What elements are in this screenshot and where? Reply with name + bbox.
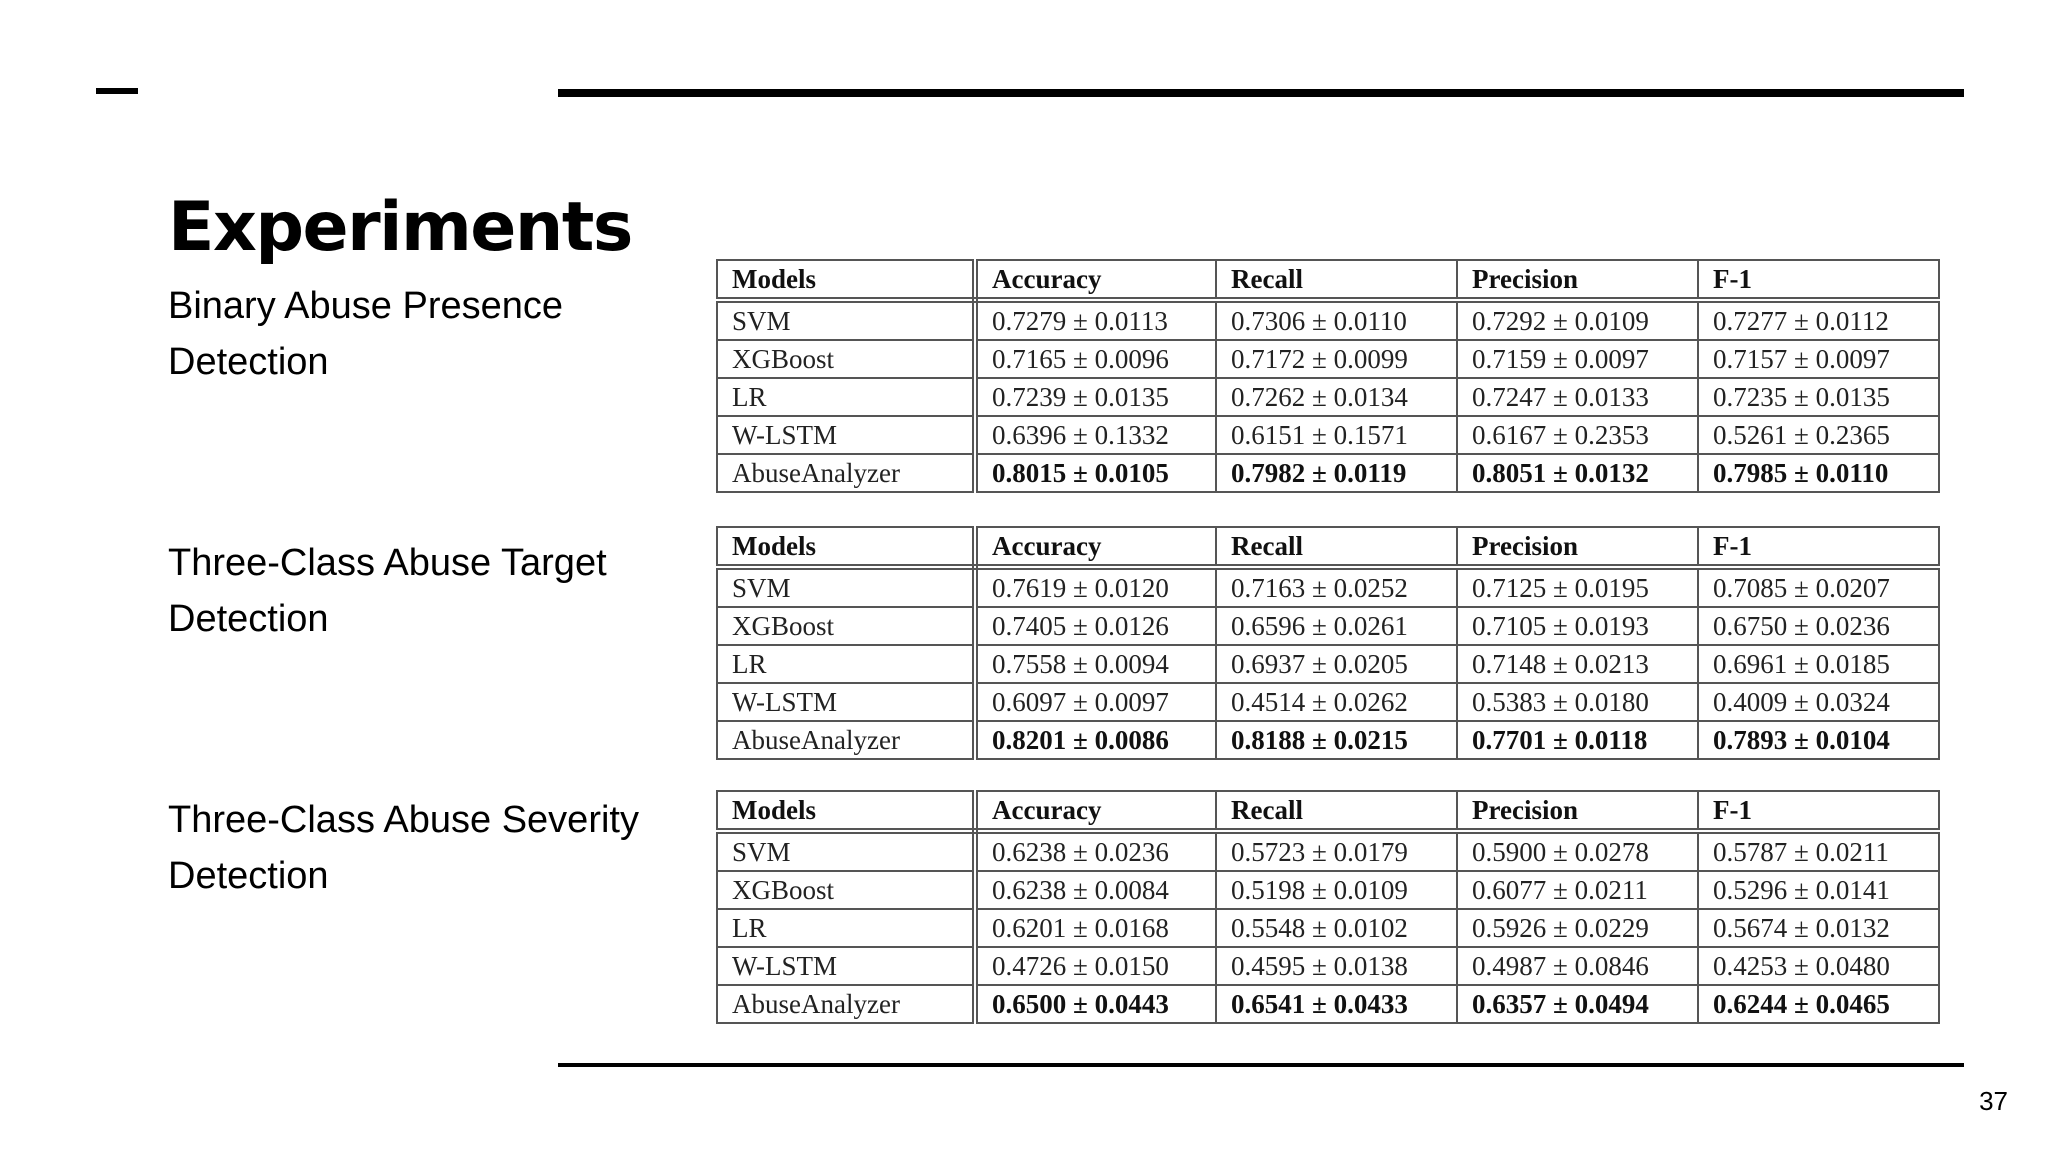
model-name-cell: AbuseAnalyzer bbox=[717, 721, 975, 759]
section-label-line: Detection bbox=[168, 855, 329, 897]
metric-cell: 0.7985 ± 0.0110 bbox=[1698, 454, 1939, 492]
table-row bbox=[717, 909, 1939, 947]
model-name-cell: SVM bbox=[717, 567, 975, 607]
table-row bbox=[717, 340, 1939, 378]
metric-cell: 0.6937 ± 0.0205 bbox=[1216, 645, 1457, 683]
metric-cell: 0.4726 ± 0.0150 bbox=[975, 947, 1216, 985]
table-row-best bbox=[717, 721, 1939, 759]
bottom-divider bbox=[558, 1063, 1964, 1067]
metric-cell: 0.6357 ± 0.0494 bbox=[1457, 985, 1698, 1023]
metric-cell: 0.7165 ± 0.0096 bbox=[975, 340, 1216, 378]
table-row bbox=[717, 607, 1939, 645]
results-table-severity bbox=[716, 790, 1940, 1024]
metric-cell: 0.5787 ± 0.0211 bbox=[1698, 831, 1939, 871]
section-label-target bbox=[168, 535, 688, 647]
model-name-cell: SVM bbox=[717, 300, 975, 340]
metric-cell: 0.8051 ± 0.0132 bbox=[1457, 454, 1698, 492]
metric-cell: 0.8188 ± 0.0215 bbox=[1216, 721, 1457, 759]
results-table-target bbox=[716, 526, 1940, 760]
metric-cell: 0.6396 ± 0.1332 bbox=[975, 416, 1216, 454]
table-header-row bbox=[717, 791, 1939, 831]
model-name-cell: XGBoost bbox=[717, 607, 975, 645]
metric-cell: 0.5900 ± 0.0278 bbox=[1457, 831, 1698, 871]
column-header: Recall bbox=[1216, 791, 1457, 831]
metric-cell: 0.7163 ± 0.0252 bbox=[1216, 567, 1457, 607]
model-name-cell: AbuseAnalyzer bbox=[717, 985, 975, 1023]
table-row bbox=[717, 645, 1939, 683]
table-row bbox=[717, 378, 1939, 416]
section-label-line: Three-Class Abuse Severity bbox=[168, 799, 639, 841]
metric-cell: 0.6238 ± 0.0084 bbox=[975, 871, 1216, 909]
section-label-line: Binary Abuse Presence bbox=[168, 285, 564, 327]
metric-cell: 0.7105 ± 0.0193 bbox=[1457, 607, 1698, 645]
table-header-row bbox=[717, 260, 1939, 300]
metric-cell: 0.7292 ± 0.0109 bbox=[1457, 300, 1698, 340]
metric-cell: 0.4595 ± 0.0138 bbox=[1216, 947, 1457, 985]
column-header: F-1 bbox=[1698, 791, 1939, 831]
metric-cell: 0.5261 ± 0.2365 bbox=[1698, 416, 1939, 454]
title-accent-dash bbox=[96, 88, 138, 94]
table-header-row bbox=[717, 527, 1939, 567]
metric-cell: 0.6244 ± 0.0465 bbox=[1698, 985, 1939, 1023]
metric-cell: 0.5296 ± 0.0141 bbox=[1698, 871, 1939, 909]
metric-cell: 0.5383 ± 0.0180 bbox=[1457, 683, 1698, 721]
top-divider bbox=[558, 89, 1964, 97]
column-header: Models bbox=[717, 791, 975, 831]
metric-cell: 0.7085 ± 0.0207 bbox=[1698, 567, 1939, 607]
section-label-binary-presence bbox=[168, 278, 688, 390]
metric-cell: 0.7125 ± 0.0195 bbox=[1457, 567, 1698, 607]
model-name-cell: W-LSTM bbox=[717, 683, 975, 721]
metric-cell: 0.7893 ± 0.0104 bbox=[1698, 721, 1939, 759]
table-row bbox=[717, 871, 1939, 909]
slide-title: Experiments bbox=[168, 187, 632, 267]
metric-cell: 0.7558 ± 0.0094 bbox=[975, 645, 1216, 683]
column-header: Precision bbox=[1457, 260, 1698, 300]
model-name-cell: LR bbox=[717, 645, 975, 683]
metric-cell: 0.7701 ± 0.0118 bbox=[1457, 721, 1698, 759]
column-header: Accuracy bbox=[975, 791, 1216, 831]
model-name-cell: W-LSTM bbox=[717, 947, 975, 985]
metric-cell: 0.7172 ± 0.0099 bbox=[1216, 340, 1457, 378]
metric-cell: 0.6167 ± 0.2353 bbox=[1457, 416, 1698, 454]
column-header: Accuracy bbox=[975, 527, 1216, 567]
metric-cell: 0.5548 ± 0.0102 bbox=[1216, 909, 1457, 947]
results-table-binary-presence bbox=[716, 259, 1940, 493]
metric-cell: 0.7277 ± 0.0112 bbox=[1698, 300, 1939, 340]
model-name-cell: W-LSTM bbox=[717, 416, 975, 454]
metric-cell: 0.8201 ± 0.0086 bbox=[975, 721, 1216, 759]
column-header: F-1 bbox=[1698, 260, 1939, 300]
metric-cell: 0.7247 ± 0.0133 bbox=[1457, 378, 1698, 416]
metric-cell: 0.7235 ± 0.0135 bbox=[1698, 378, 1939, 416]
model-name-cell: LR bbox=[717, 909, 975, 947]
metric-cell: 0.6541 ± 0.0433 bbox=[1216, 985, 1457, 1023]
column-header: Models bbox=[717, 260, 975, 300]
section-label-line: Detection bbox=[168, 598, 329, 640]
metric-cell: 0.6961 ± 0.0185 bbox=[1698, 645, 1939, 683]
metric-cell: 0.5674 ± 0.0132 bbox=[1698, 909, 1939, 947]
metric-cell: 0.6500 ± 0.0443 bbox=[975, 985, 1216, 1023]
column-header: Recall bbox=[1216, 260, 1457, 300]
column-header: F-1 bbox=[1698, 527, 1939, 567]
metric-cell: 0.5198 ± 0.0109 bbox=[1216, 871, 1457, 909]
metric-cell: 0.7159 ± 0.0097 bbox=[1457, 340, 1698, 378]
metric-cell: 0.6201 ± 0.0168 bbox=[975, 909, 1216, 947]
metric-cell: 0.5926 ± 0.0229 bbox=[1457, 909, 1698, 947]
metric-cell: 0.7306 ± 0.0110 bbox=[1216, 300, 1457, 340]
model-name-cell: SVM bbox=[717, 831, 975, 871]
column-header: Precision bbox=[1457, 527, 1698, 567]
metric-cell: 0.8015 ± 0.0105 bbox=[975, 454, 1216, 492]
metric-cell: 0.7619 ± 0.0120 bbox=[975, 567, 1216, 607]
table-row-best bbox=[717, 985, 1939, 1023]
table-row bbox=[717, 683, 1939, 721]
metric-cell: 0.6077 ± 0.0211 bbox=[1457, 871, 1698, 909]
metric-cell: 0.4987 ± 0.0846 bbox=[1457, 947, 1698, 985]
section-label-line: Three-Class Abuse Target bbox=[168, 542, 607, 584]
metric-cell: 0.6151 ± 0.1571 bbox=[1216, 416, 1457, 454]
table-row bbox=[717, 947, 1939, 985]
metric-cell: 0.7262 ± 0.0134 bbox=[1216, 378, 1457, 416]
column-header: Precision bbox=[1457, 791, 1698, 831]
metric-cell: 0.6238 ± 0.0236 bbox=[975, 831, 1216, 871]
model-name-cell: LR bbox=[717, 378, 975, 416]
metric-cell: 0.6097 ± 0.0097 bbox=[975, 683, 1216, 721]
metric-cell: 0.4009 ± 0.0324 bbox=[1698, 683, 1939, 721]
table-row bbox=[717, 831, 1939, 871]
metric-cell: 0.7405 ± 0.0126 bbox=[975, 607, 1216, 645]
model-name-cell: AbuseAnalyzer bbox=[717, 454, 975, 492]
metric-cell: 0.6596 ± 0.0261 bbox=[1216, 607, 1457, 645]
metric-cell: 0.6750 ± 0.0236 bbox=[1698, 607, 1939, 645]
metric-cell: 0.5723 ± 0.0179 bbox=[1216, 831, 1457, 871]
metric-cell: 0.4514 ± 0.0262 bbox=[1216, 683, 1457, 721]
table-row bbox=[717, 567, 1939, 607]
metric-cell: 0.7279 ± 0.0113 bbox=[975, 300, 1216, 340]
section-label-severity bbox=[168, 792, 688, 904]
metric-cell: 0.7982 ± 0.0119 bbox=[1216, 454, 1457, 492]
table-row bbox=[717, 300, 1939, 340]
column-header: Accuracy bbox=[975, 260, 1216, 300]
metric-cell: 0.7239 ± 0.0135 bbox=[975, 378, 1216, 416]
column-header: Models bbox=[717, 527, 975, 567]
metric-cell: 0.4253 ± 0.0480 bbox=[1698, 947, 1939, 985]
column-header: Recall bbox=[1216, 527, 1457, 567]
metric-cell: 0.7157 ± 0.0097 bbox=[1698, 340, 1939, 378]
page-number: 37 bbox=[1979, 1086, 2008, 1116]
table-row-best bbox=[717, 454, 1939, 492]
model-name-cell: XGBoost bbox=[717, 871, 975, 909]
table-row bbox=[717, 416, 1939, 454]
section-label-line: Detection bbox=[168, 341, 329, 383]
metric-cell: 0.7148 ± 0.0213 bbox=[1457, 645, 1698, 683]
model-name-cell: XGBoost bbox=[717, 340, 975, 378]
